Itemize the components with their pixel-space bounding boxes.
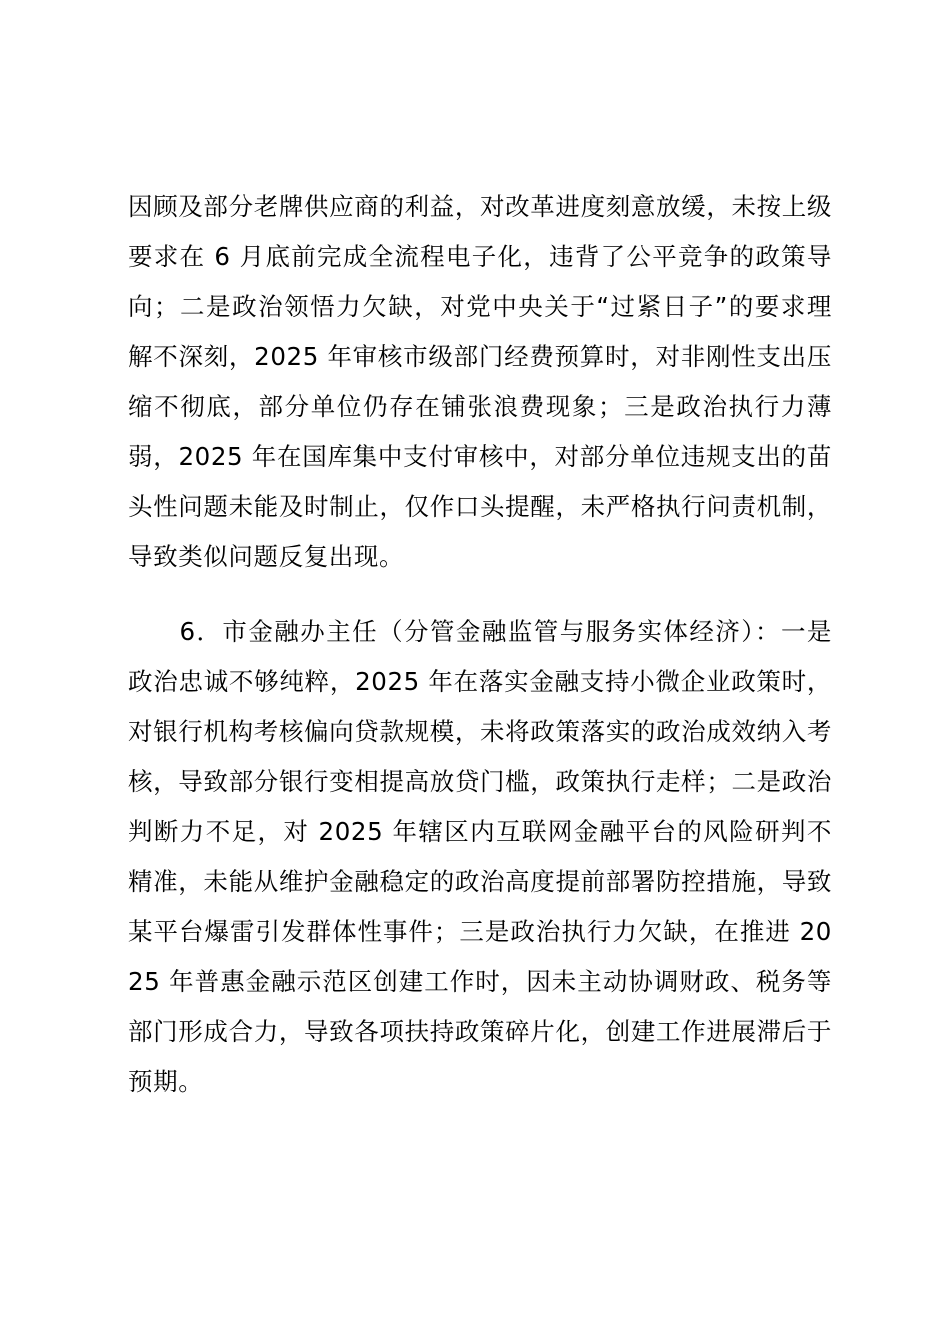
paragraph-continued: 因顾及部分老牌供应商的利益，对改革进度刻意放缓，未按上级要求在 6 月底前完成全流程电子化，违背了公平竞争的政策导向；二是政治领悟力欠缺，对党中央关于“过紧日子”的要求理解不深刻，2025 年审核市级部门经费预算时，对非刚性支出压缩不彻底，部分单位仍存在铺张浪费现象；三是政治执行力薄弱，2025 年在国库集中支付审核中，对部分单位违规支出的苗头性问题未能及时制止，仅作口头提醒，未严格执行问责机制，导致类似问题反复出现。 — [128, 192, 832, 571]
paragraph-item-6: 6．市金融办主任（分管金融监管与服务实体经济）：一是政治忠诚不够纯粹，2025 年在落实金融支持小微企业政策时，对银行机构考核偏向贷款规模，未将政策落实的政治成效纳入考核，导致部分银行变相提高放贷门槛，政策执行走样；二是政治判断力不足，对 2025 年辖区内互联网金融平台的风险研判不精准，未能从维护金融稳定的政治高度提前部署防控措施，导致某平台爆雷引发群体性事件；三是政治执行力欠缺，在推进 2025 年普惠金融示范区创建工作时，因未主动协调财政、税务等部门形成合力，导致各项扶持政策碎片化，创建工作进展滞后于预期。 — [128, 617, 832, 1096]
document-page — [128, 182, 832, 1107]
